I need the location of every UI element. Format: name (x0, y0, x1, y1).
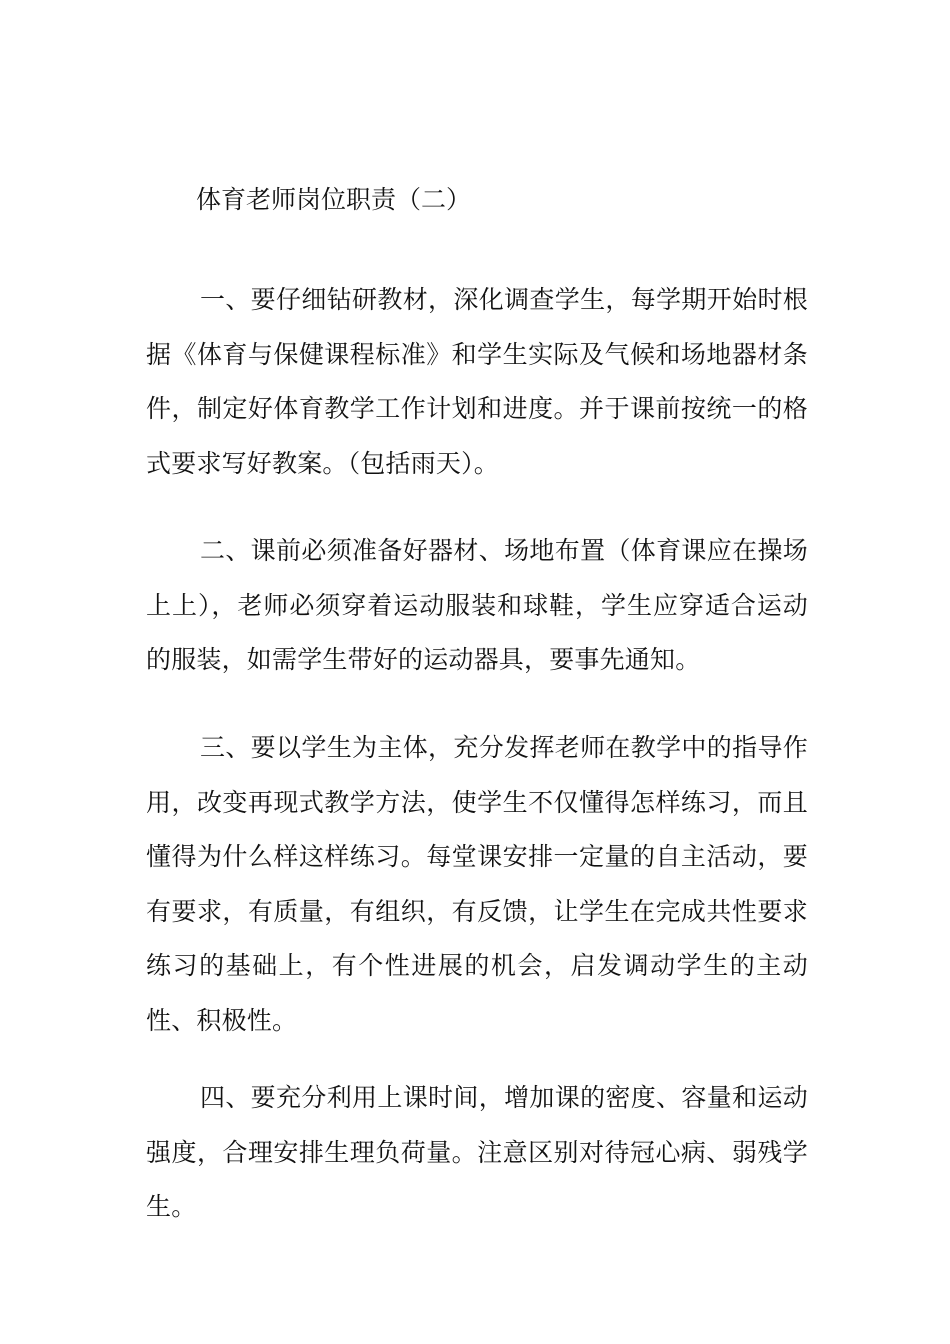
paragraph-4: 四、要充分利用上课时间，增加课的密度、容量和运动强度，合理安排生理负荷量。注意区别对待冠心病、弱残学生。 (146, 1083, 808, 1221)
paragraph-2: 二、课前必须准备好器材、场地布置（体育课应在操场上上），老师必须穿着运动服装和球鞋，学生应穿适合运动的服装，如需学生带好的运动器具，要事先通知。 (146, 536, 808, 674)
paragraph-3: 三、要以学生为主体，充分发挥老师在教学中的指导作用，改变再现式教学方法，使学生不仅懂得怎样练习，而且懂得为什么样这样练习。每堂课安排一定量的自主活动，要有要求，有质量，有组织，有反馈，让学生在完成共性要求练习的基础上，有个性进展的机会，启发调动学生的主动性、积极性。 (146, 733, 808, 1035)
paragraph-1: 一、要仔细钻研教材，深化调查学生，每学期开始时根据《体育与保健课程标准》和学生实际及气候和场地器材条件，制定好体育教学工作计划和进度。并于课前按统一的格式要求写好教案。（包括雨天）。 (146, 285, 808, 478)
document-title: 体育老师岗位职责（二） (196, 185, 472, 214)
